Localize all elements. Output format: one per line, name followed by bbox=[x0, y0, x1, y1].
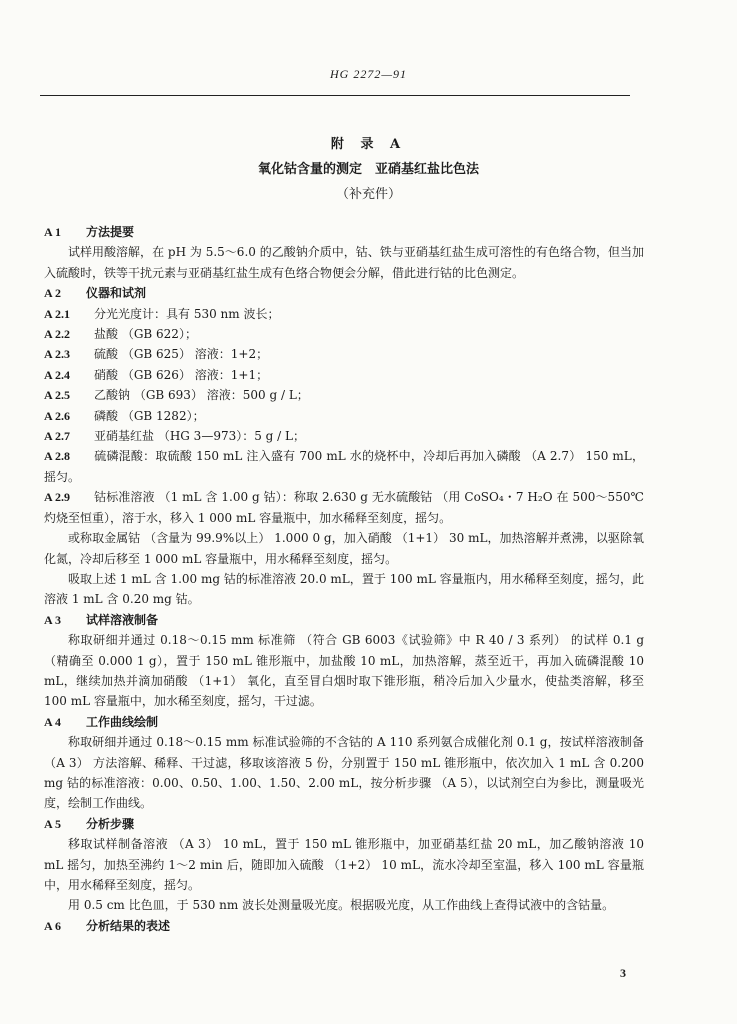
appendix-title-block bbox=[0, 133, 737, 202]
document-body bbox=[44, 222, 644, 936]
a29-paragraph-3: 吸取上述 1 mL 含 1.00 mg 钴的标准溶液 20.0 mL，置于 100 mL 容量瓶内，用水稀释至刻度，摇匀，此溶液 1 mL 含 0.20 mg 钴。 bbox=[44, 571, 644, 607]
section-a3-text: 称取研细并通过 0.18～0.15 mm 标准筛 （符合 GB 6003《试验筛》中 R 40 / 3 系列） 的试样 0.1 g （精确至 0.000 1 g），置于 150 mL 锥形瓶中，加盐酸 10 mL，加热溶解，蒸至近干，再加入硫磷混酸 10 mL，继续加热并滴加硝酸 （1+1） 氧化，直至冒白烟时取下锥形瓶，稍冷后加入少量水，使盐类溶解，移至 100 mL 容量瓶中，加水稀至刻度，摇匀，干过滤。 bbox=[44, 633, 644, 709]
standard-code: HG 2272—91 bbox=[329, 67, 407, 81]
section-heading-a5: A 5 分析步骤 bbox=[44, 816, 135, 831]
a29-paragraph-2: 或称取金属钴 （含量为 99.9%以上） 1.000 0 g，加入硝酸 （1+1） 30 mL，加热溶解并煮沸，以驱除氧化氮，冷却后移至 1 000 mL 容量瓶中，用水稀释至刻度，摇匀。 bbox=[44, 531, 644, 566]
section-heading-a4: A 4 工作曲线绘制 bbox=[44, 714, 159, 729]
section-heading-a2: A 2 仪器和试剂 bbox=[44, 286, 147, 301]
page-number: 3 bbox=[620, 966, 626, 980]
list-item: A 2.3 硫酸 （GB 625） 溶液：1+2； bbox=[44, 347, 269, 362]
section-heading-a3: A 3 试样溶液制备 bbox=[44, 612, 159, 627]
list-item: A 2.9 钴标准溶液 （1 mL 含 1.00 g 钴）：称取 2.630 g 无水硫酸钴 （用 CoSO₄・7 H₂O 在 500～550℃灼烧至恒重），溶于水，移入 1 000 mL 容量瓶中，加水稀释至刻度，摇匀。 bbox=[44, 490, 644, 525]
section-a5-text-2: 用 0.5 cm 比色皿，于 530 nm 波长处测量吸光度。根据吸光度，从工作曲线上查得试液中的含钴量。 bbox=[68, 898, 615, 913]
section-heading-a1: A 1 方法提要 bbox=[44, 225, 135, 239]
list-item: A 2.2 盐酸 （GB 622）； bbox=[44, 327, 197, 342]
section-a4-text: 称取研细并通过 0.18～0.15 mm 标准试验筛的不含钴的 A 110 系列氨合成催化剂 0.1 g，按试样溶液制备 （A 3） 方法溶解、稀释、干过滤，移取该溶液 5 份，分别置于 150 mL 锥形瓶中，依次加入 1 mL 含 0.200 mg 钴的标准溶液：0.00、0.50、1.00、1.50、2.00 mL，按分析步骤 （A 5），以试剂空白为参比，测量吸光度，绘制工作曲线。 bbox=[44, 735, 644, 811]
list-item: A 2.4 硝酸 （GB 626） 溶液：1+1； bbox=[44, 367, 269, 382]
list-item: A 2.5 乙酸钠 （GB 693） 溶液：500 g / L； bbox=[44, 388, 309, 403]
appendix-label: 附 录 A bbox=[330, 137, 407, 152]
list-item: A 2.1 分光光度计：具有 530 nm 波长； bbox=[44, 306, 280, 321]
appendix-title: 氧化钴含量的测定 亚硝基红盐比色法 bbox=[257, 162, 479, 177]
list-item: A 2.8 硫磷混酸：取硫酸 150 mL 注入盛有 700 mL 水的烧杯中，冷却后再加入磷酸 （A 2.7） 150 mL，摇匀。 bbox=[44, 449, 644, 484]
section-a5-text: 移取试样制备溶液 （A 3） 10 mL，置于 150 mL 锥形瓶中，加亚硝基红盐 20 mL，加乙酸钠溶液 10 mL 摇匀，加热至沸约 1～2 min 后，随即加入硫酸 （1+2） 10 mL，流水冷却至室温，移入 100 mL 容量瓶中，用水稀释至刻度，摇匀。 bbox=[44, 837, 644, 892]
section-heading-a6: A 6 分析结果的表述 bbox=[44, 918, 171, 933]
section-a1-text: 试样用酸溶解，在 pH 为 5.5～6.0 的乙酸钠介质中，钴、铁与亚硝基红盐生成可溶性的有色络合物，但当加入硫酸时，铁等干扰元素与亚硝基红盐生成有色络合物便会分解，借此进行钴的比色测定。 bbox=[44, 245, 644, 280]
appendix-note: （补充件） bbox=[335, 187, 401, 202]
list-item: A 2.7 亚硝基红盐 （HG 3—973）：5 g / L； bbox=[44, 429, 305, 444]
list-item: A 2.6 磷酸 （GB 1282）； bbox=[44, 408, 205, 423]
header-rule bbox=[40, 95, 630, 96]
